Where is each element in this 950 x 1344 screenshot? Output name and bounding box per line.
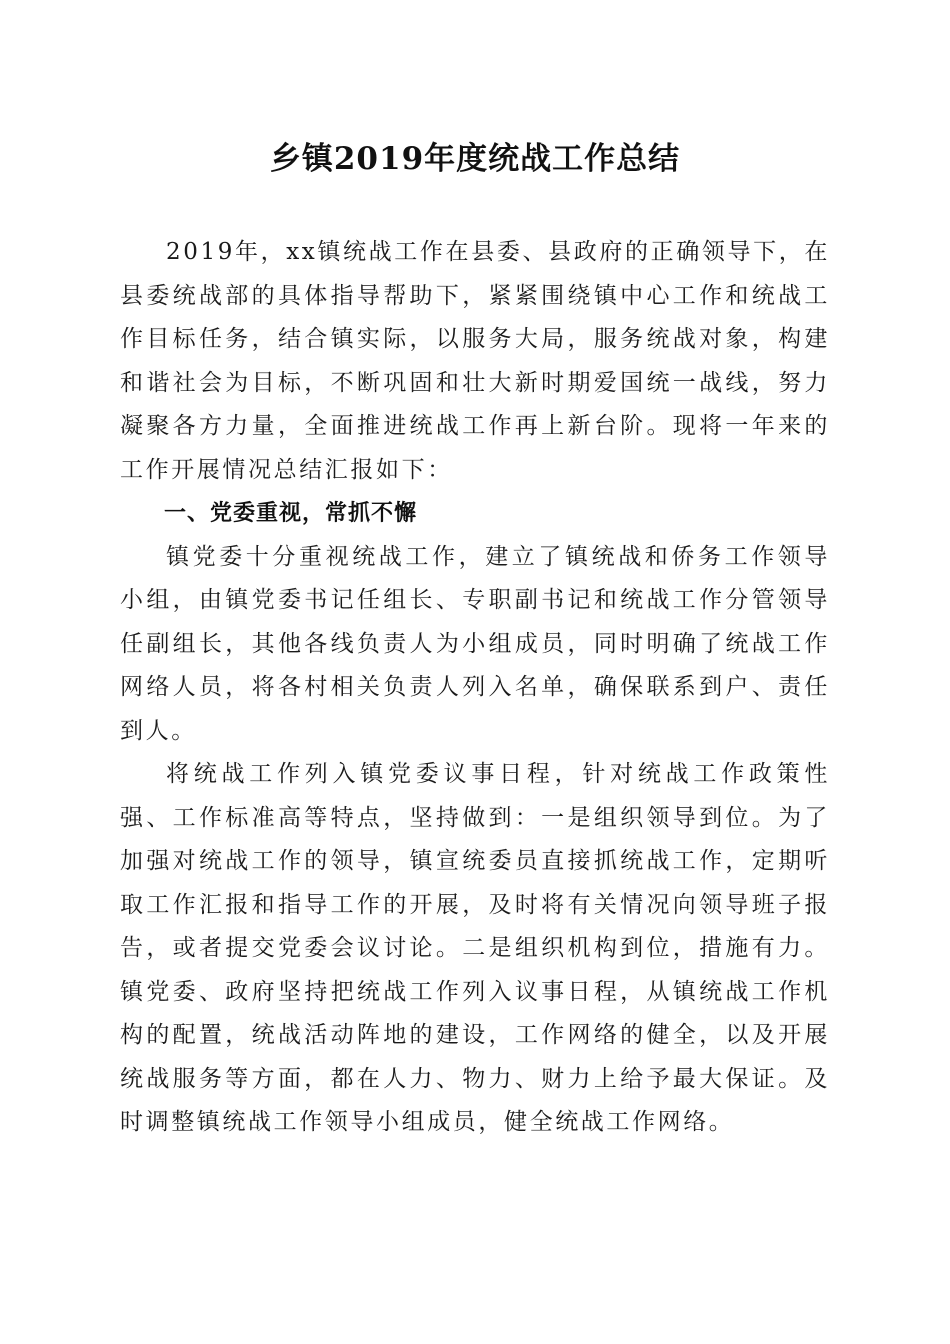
body-paragraph: 镇党委十分重视统战工作，建立了镇统战和侨务工作领导小组，由镇党委书记任组长、专职副书记和统战工作分管领导任副组长，其他各线负责人为小组成员，同时明确了统战工作网络人员，将各村相关负责人列入名单，确保联系到户、责任到人。: [120, 543, 830, 744]
document-title: 乡镇2019年度统战工作总结: [269, 141, 681, 177]
section-heading: 一、党委重视，常抓不懈: [164, 501, 418, 526]
intro-paragraph: 2019年，xx镇统战工作在县委、县政府的正确领导下，在县委统战部的具体指导帮助下，紧紧围绕镇中心工作和统战工作目标任务，结合镇实际，以服务大局，服务统战对象，构建和谐社会为目标，不断巩固和壮大新时期爱国统一战线，努力凝聚各方力量，全面推进统战工作再上新台阶。现将一年来的工作开展情况总结汇报如下：: [120, 239, 830, 483]
document-body: [120, 231, 830, 1145]
body-paragraph: 将统战工作列入镇党委议事日程，针对统战工作政策性强、工作标准高等特点，坚持做到：一是组织领导到位。为了加强对统战工作的领导，镇宣统委员直接抓统战工作，定期听取工作汇报和指导工作的开展，及时将有关情况向领导班子报告，或者提交党委会议讨论。二是组织机构到位，措施有力。镇党委、政府坚持把统战工作列入议事日程，从镇统战工作机构的配置，统战活动阵地的建设，工作网络的健全，以及开展统战服务等方面，都在人力、物力、财力上给予最大保证。及时调整镇统战工作领导小组成员，健全统战工作网络。: [120, 761, 830, 1135]
section-1: [120, 492, 830, 1145]
